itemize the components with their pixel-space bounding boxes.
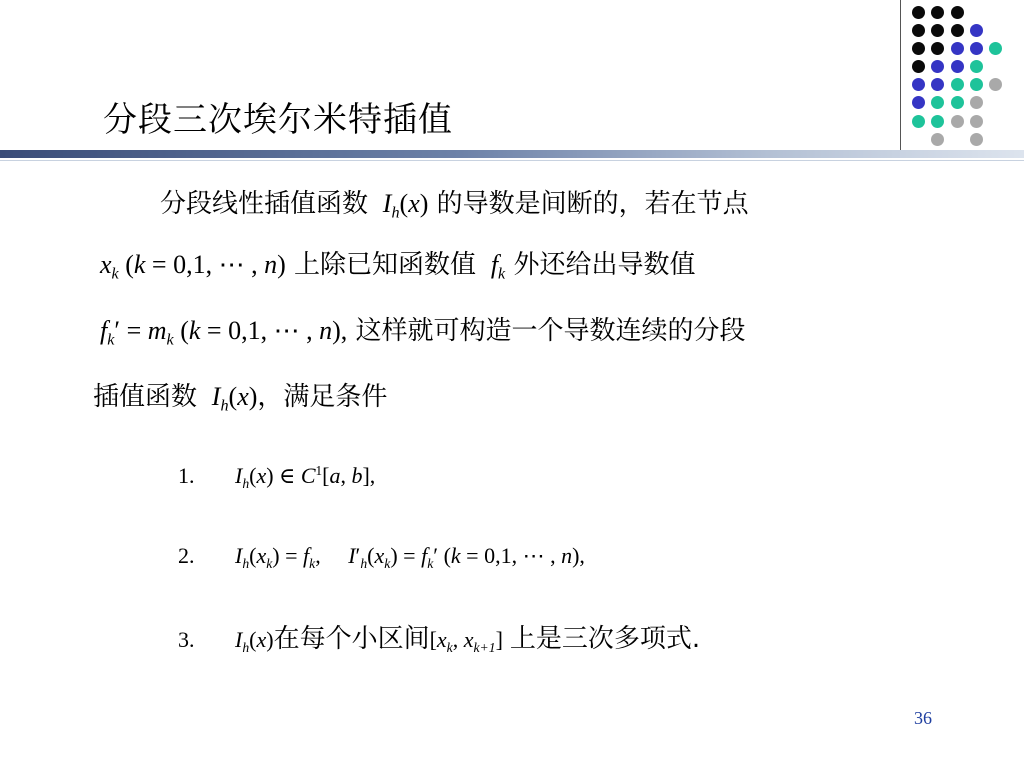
paragraph-text: 分段线性插值函数 [160,189,369,219]
decorative-dot [951,115,964,128]
paragraph-text: 插值函数 [93,382,198,412]
page-number: 36 [914,708,932,728]
condition-text: 上是三次多项式. [509,624,701,654]
decorative-dot [931,133,944,146]
decorative-dot [951,24,964,37]
decorative-dot [912,96,925,109]
decorative-dot [970,78,983,91]
paragraph-line-1 [160,187,749,231]
decorative-dot [931,96,944,109]
formula-Ih-x: $I_h(x)$ [235,627,274,655]
paragraph-text: 这样就可构造一个导数连续的分段 [355,316,746,346]
paragraph-text: 上除已知函数值 [294,250,477,280]
slide-title: 分段三次埃尔米特插值 [103,100,453,140]
decorative-dot [951,96,964,109]
title-rule [0,150,1024,158]
decorative-dot [931,78,944,91]
decorative-dot [970,60,983,73]
decorative-dot [931,60,944,73]
formula-xk-range: $x_k$ (k = 0,1, ⋯ , n) [100,250,286,283]
formula-Ih-x: $I_h(x)$ [205,382,258,415]
paragraph-text: ，满足条件 [257,382,388,412]
decorative-dot [951,78,964,91]
decorative-dot [970,42,983,55]
condition-number: 3. [178,627,195,652]
formula-interval: [$x_k$, $x_{k+1}$] [429,627,503,655]
condition-3 [178,624,700,663]
decorative-dot [951,60,964,73]
decorative-dot [931,115,944,128]
condition-text: 在每个小区间 [273,624,430,654]
decorative-dot [931,6,944,19]
formula-Ih-x: $I_h(x)$ [376,189,429,222]
title-rule-thin [0,160,1024,161]
condition-number: 1. [178,462,195,488]
decorative-dot [970,24,983,37]
decorative-dot [931,24,944,37]
condition-number: 2. [178,543,195,568]
decorative-dot [970,96,983,109]
paragraph-line-3 [100,314,746,358]
decorative-dot [912,24,925,37]
decorative-dot [912,78,925,91]
decorative-dot [912,6,925,19]
decorative-vertical-line [900,0,901,150]
condition-2 [178,541,585,579]
decorative-dot [989,42,1002,55]
paragraph-line-2 [100,248,695,292]
paragraph-text: 的导数是间断的，若在节点 [436,189,749,219]
formula-condition-2: $I_h(x_k) = f_k$, $I'_h(x_k) = f_k'$ (k = 0,1, ⋯ , n), [235,543,585,571]
decorative-dot [951,42,964,55]
paragraph-line-4 [93,380,387,424]
decorative-dot [912,115,925,128]
formula-fk-prime-eq-mk: $f_k' = m_k$ (k = 0,1, ⋯ , n), [100,316,348,349]
decorative-dot [931,42,944,55]
decorative-dot [970,133,983,146]
decorative-dot [912,42,925,55]
decorative-dot [970,115,983,128]
decorative-dot [989,78,1002,91]
formula-condition-1: $I_h(x)$ ∈ $C^1[a$, b], [235,462,376,491]
formula-fk: $f_k$ [484,250,506,283]
paragraph-text: 外还给出导数值 [513,250,696,280]
condition-1 [178,456,375,499]
decorative-dot [951,6,964,19]
decorative-dot [912,60,925,73]
